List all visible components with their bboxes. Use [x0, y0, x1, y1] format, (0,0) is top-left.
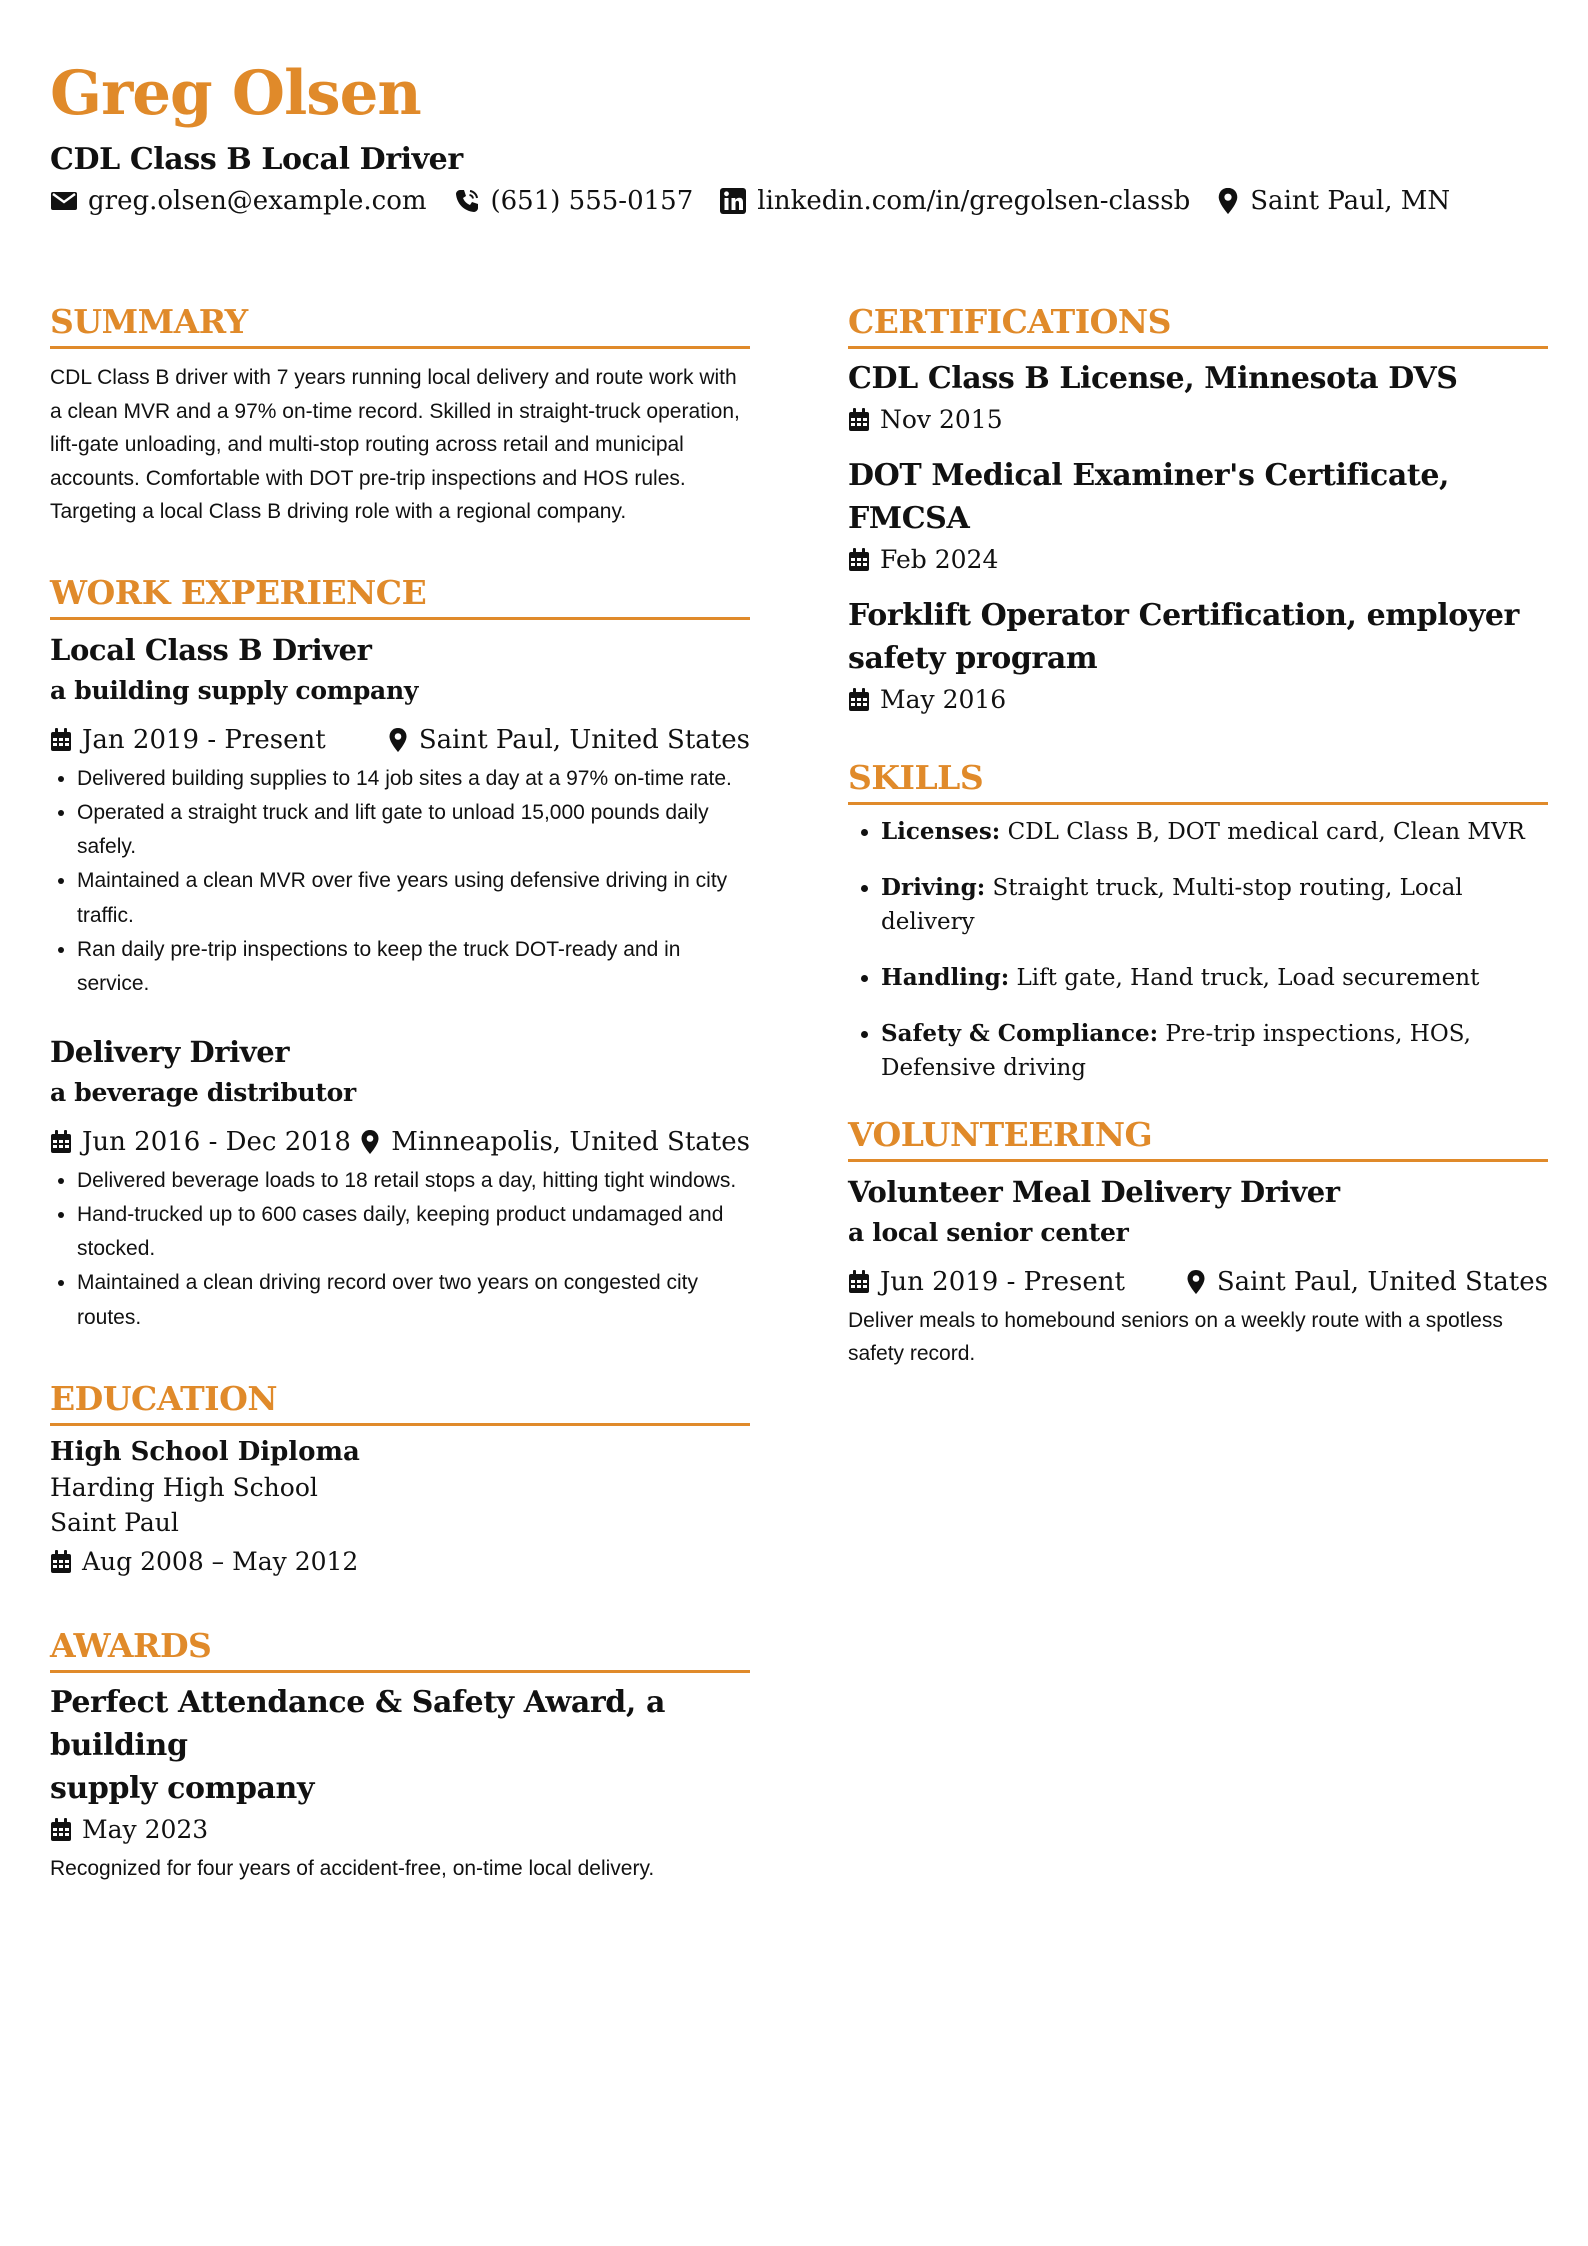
linkedin-text: linkedin.com/in/gregolsen-classb [757, 186, 1191, 216]
calendar-icon [50, 1550, 72, 1574]
certification-item [848, 594, 1548, 720]
skill-item [881, 871, 1548, 939]
job-location-text: Saint Paul, United States [418, 724, 750, 755]
job-bullet: • Maintained a clean MVR over five years using defensive driving in city traffic. [77, 864, 750, 933]
skill-value: Straight truck, Multi-stop routing, Local delivery [881, 875, 1463, 935]
contact-bar [50, 186, 1476, 216]
volunteer-role: Volunteer Meal Delivery Driver [848, 1175, 1340, 1209]
section-title-education: EDUCATION [50, 1377, 750, 1426]
certification-name: CDL Class B License, Minnesota DVS [848, 361, 1458, 396]
calendar-icon [50, 1818, 72, 1842]
contact-linkedin[interactable] [719, 186, 1190, 216]
location-pin-icon [359, 1130, 381, 1154]
calendar-icon [848, 688, 870, 712]
certification-date [848, 680, 1548, 720]
award-name-line: supply company [50, 1771, 315, 1807]
skill-item [881, 961, 1548, 995]
section-title-experience: WORK EXPERIENCE [50, 571, 750, 620]
job-bullets [50, 762, 750, 1002]
summary-section [50, 300, 750, 529]
email-icon [50, 187, 78, 215]
calendar-icon [848, 1270, 870, 1294]
job-bullet: • Ran daily pre-trip inspections to keep the truck DOT-ready and in service. [77, 933, 750, 1002]
education-city: Saint Paul [50, 1508, 179, 1538]
certification-item [848, 357, 1548, 440]
summary-text: CDL Class B driver with 7 years running local delivery and route work with a clean MVR and a 97% on-time record. Skilled in straight-truck operation, lift-gate unloading, and multi-stop routing across retail and municipal accounts. Comfortable with DOT pre-trip inspections and HOS rules. Targeting a local Class B driving role with a regional company. [50, 366, 740, 523]
volunteer-dates-text: Jun 2019 - Present [880, 1267, 1125, 1297]
job-company: a building supply company [50, 675, 419, 705]
skill-label: Licenses: [881, 818, 1001, 845]
award-date [50, 1810, 750, 1850]
certification-name: DOT Medical Examiner's Certificate, FMCSA [848, 458, 1450, 536]
job-company: a beverage distributor [50, 1077, 356, 1107]
certification-date-text: May 2016 [880, 685, 1007, 714]
skills-list [848, 815, 1548, 1085]
certification-date-text: Feb 2024 [880, 545, 999, 574]
job-dates-text: Jun 2016 - Dec 2018 [82, 1126, 351, 1157]
calendar-icon [50, 728, 72, 752]
volunteering-section [848, 1113, 1548, 1370]
job-title: Delivery Driver [50, 1034, 290, 1069]
location-pin-icon [1216, 187, 1240, 215]
phone-icon [453, 187, 481, 215]
education-dates [50, 1542, 750, 1582]
phone-text: (651) 555-0157 [490, 186, 694, 216]
job-dates [50, 1122, 351, 1162]
award-name-line: Perfect Attendance & Safety Award, a building [50, 1685, 665, 1764]
skill-label: Safety & Compliance: [881, 1020, 1159, 1047]
section-title-awards: AWARDS [50, 1624, 750, 1673]
skill-label: Driving: [881, 874, 986, 901]
certification-date [848, 400, 1548, 440]
award-date-text: May 2023 [82, 1815, 209, 1845]
location-pin-icon [387, 728, 409, 752]
left-column [50, 300, 750, 1928]
location-pin-icon [1185, 1270, 1207, 1294]
job-location [359, 1122, 750, 1162]
skill-value: Pre-trip inspections, HOS, Defensive driving [881, 1021, 1471, 1081]
certification-item [848, 454, 1548, 580]
skills-section [848, 756, 1548, 1085]
job-bullet: • Operated a straight truck and lift gate to unload 15,000 pounds daily safely. [77, 796, 750, 865]
experience-section [50, 571, 750, 1336]
awards-section [50, 1624, 750, 1886]
location-text: Saint Paul, MN [1250, 186, 1451, 216]
calendar-icon [848, 548, 870, 572]
experience-entry [50, 1030, 750, 1335]
section-title-certifications: CERTIFICATIONS [848, 300, 1548, 349]
job-meta [50, 1122, 750, 1162]
volunteer-location [1185, 1262, 1548, 1302]
certification-date [848, 540, 1548, 580]
skill-value: CDL Class B, DOT medical card, Clean MVR [1007, 819, 1525, 845]
contact-location [1216, 186, 1450, 216]
skill-item [881, 815, 1548, 849]
job-bullet: • Maintained a clean driving record over two years on congested city routes. [77, 1266, 750, 1335]
job-location [387, 720, 750, 760]
volunteer-dates [848, 1262, 1125, 1302]
skill-item [881, 1017, 1548, 1085]
education-degree: High School Diploma [50, 1437, 360, 1468]
education-dates-text: Aug 2008 – May 2012 [82, 1547, 359, 1577]
right-column [848, 300, 1548, 1412]
section-title-summary: SUMMARY [50, 300, 750, 349]
section-title-skills: SKILLS [848, 756, 1548, 805]
certifications-section [848, 300, 1548, 720]
award-name [50, 1681, 750, 1810]
experience-entry [50, 628, 750, 1002]
job-dates [50, 720, 326, 760]
job-bullet: • Delivered building supplies to 14 job sites a day at a 97% on-time rate. [77, 762, 750, 796]
contact-phone[interactable] [453, 186, 694, 216]
linkedin-icon [719, 187, 747, 215]
email-text: greg.olsen@example.com [88, 186, 427, 216]
calendar-icon [50, 1130, 72, 1154]
certification-name: Forklift Operator Certification, employer safety program [848, 598, 1519, 676]
job-bullet: • Hand-trucked up to 600 cases daily, keeping product undamaged and stocked. [77, 1198, 750, 1267]
volunteer-description: Deliver meals to homebound seniors on a weekly route with a spotless safety record. [848, 1309, 1503, 1365]
job-bullet: • Delivered beverage loads to 18 retail stops a day, hitting tight windows. [77, 1164, 750, 1198]
skill-value: Lift gate, Hand truck, Load securement [1016, 965, 1480, 991]
award-description: Recognized for four years of accident-free, on-time local delivery. [50, 1857, 655, 1881]
education-school: Harding High School [50, 1473, 318, 1503]
job-dates-text: Jan 2019 - Present [82, 724, 326, 755]
education-section [50, 1377, 750, 1582]
section-title-volunteering: VOLUNTEERING [848, 1113, 1548, 1162]
volunteer-meta [848, 1262, 1548, 1302]
job-meta [50, 720, 750, 760]
contact-email[interactable] [50, 186, 427, 216]
job-location-text: Minneapolis, United States [391, 1126, 750, 1157]
skill-label: Handling: [881, 964, 1010, 991]
headline: CDL Class B Local Driver [50, 142, 463, 177]
job-bullets [50, 1164, 750, 1335]
candidate-name: Greg Olsen [50, 58, 421, 129]
job-title: Local Class B Driver [50, 632, 372, 667]
volunteer-org: a local senior center [848, 1218, 1129, 1247]
certification-date-text: Nov 2015 [880, 405, 1003, 434]
calendar-icon [848, 408, 870, 432]
volunteer-location-text: Saint Paul, United States [1216, 1267, 1548, 1297]
